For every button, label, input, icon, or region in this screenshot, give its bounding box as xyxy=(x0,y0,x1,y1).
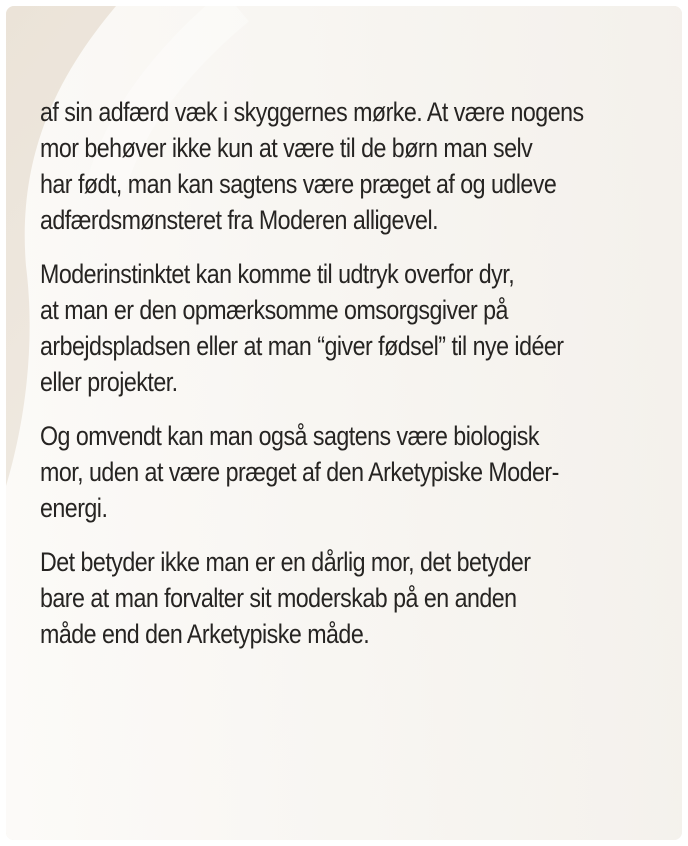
text-line: Det betyder ikke man er en dårlig mor, det betyder xyxy=(40,547,531,577)
text-line: Moderinstinktet kan komme til udtryk overfor dyr, xyxy=(40,259,515,289)
text-line: bare at man forvalter sit moderskab på en anden xyxy=(40,583,517,613)
text-line: arbejdspladsen eller at man “giver fødsel” til nye idéer xyxy=(40,331,564,361)
text-line: mor, uden at være præget af den Arketypiske Moder- xyxy=(40,457,559,487)
text-line: eller projekter. xyxy=(40,367,178,397)
paragraph-3 xyxy=(40,418,590,526)
text-line: adfærdsmønsteret fra Moderen alligevel. xyxy=(40,205,439,235)
text-line: mor behøver ikke kun at være til de børn man selv xyxy=(40,133,533,163)
text-line: måde end den Arketypiske måde. xyxy=(40,619,370,649)
paragraph-4 xyxy=(40,544,590,652)
text-line: energi. xyxy=(40,493,108,523)
text-line: har født, man kan sagtens være præget af og udleve xyxy=(40,169,557,199)
text-line: Og omvendt kan man også sagtens være biologisk xyxy=(40,421,540,451)
page-card xyxy=(6,6,682,840)
paragraph-1 xyxy=(40,94,590,238)
paragraph-2 xyxy=(40,256,590,400)
article-text xyxy=(40,94,590,670)
text-line: af sin adfærd væk i skyggernes mørke. At være nogens xyxy=(40,97,584,127)
text-line: at man er den opmærksomme omsorgsgiver på xyxy=(40,295,508,325)
